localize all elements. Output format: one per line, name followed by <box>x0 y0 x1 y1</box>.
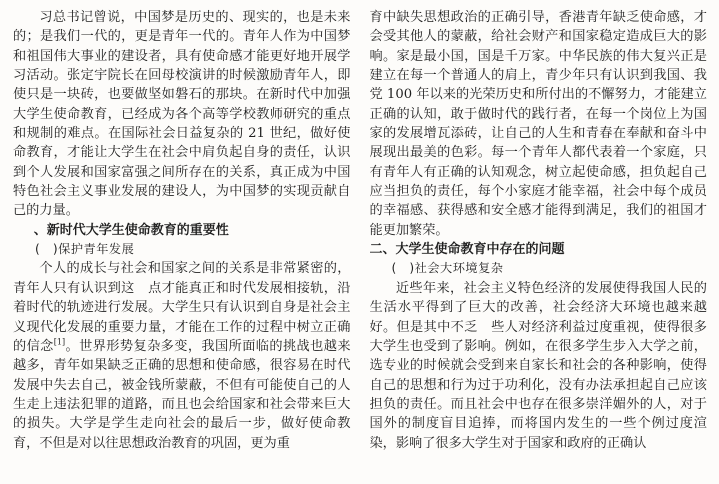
body-paragraph-1-text-b: 。世界形势复杂多变，我国所面临的挑战也越来越多，青年如果缺乏正确的思想和使命感，很容易在时代发展中失去自己，被金钱所蒙蔽，不但有可能使自己的人生走上违法犯罪的道路，而且也会给国家和社会带来巨大的损失。大学是学生走向社会的最后一步，做好使命教育，不但是对以往思想政治教育的巩固，更为重 <box>13 338 351 451</box>
section-heading-2: 二、大学生使命教育中存在的问题 <box>369 242 565 258</box>
section-heading-1: 、新时代大学生使命教育的重要性 <box>33 222 229 238</box>
continued-paragraph: 育中缺失思想政治的正确引导，香港青年缺乏使命感，才会受其他人的蒙蔽，给社会财产和国家稳定造成巨大的影响。家是最小国，国是千万家。中华民族的伟大复兴正是建立在每一个普通人的肩上，青少年只有认识到我国、我党 100 年以来的光荣历史和所付出的不懈努力，才能建立正确的认知，敢于做时代的践行者，在每一个岗位上为国家的发展增瓦添砖，让自己的人生和青春在奉献和奋斗中展现出最美的色彩。每一个青年人都代表着一个家庭，只有青年人有正确的认知观念，树立起使命感，担负起自己应当担负的责任，每个小家庭才能幸福，社会中每个成员的幸福感、获得感和安全感才能得到满足，我们的祖国才能更加繁荣。 <box>369 10 707 238</box>
left-column <box>13 8 351 484</box>
body-paragraph-1-text-a: 个人的成长与社会和国家之间的关系是非常紧密的，青年人只有认识到这 点才能真正和时代发展相接轨，沿着时代的轨迹进行发展。大学生只有认识到自身是社会主义现代化发展的重要力量，才能在工作的过程中树立正确的信念 <box>13 261 351 354</box>
right-column <box>370 8 708 484</box>
subsection-heading-1: ( )保护青年发展 <box>34 242 135 257</box>
intro-paragraph: 习总书记曾说，中国梦是历史的、现实的，也是未来的；是我们一代的，更是青年一代的。青年人作为中国梦和祖国伟大事业的建设者，具有使命感才能更好地开展学习活动。张定宇院长在回母校演讲的时候激励青年人，即使只是一块砖，也要做坚如磐石的那块。在新时代中加强大学生使命教育，已经成为各个高等学校教师研究的重点和规制的难点。在国际社会日益复杂的 21 世纪，做好使命教育，才能让大学生在社会中肩负起自身的责任，认识到个人发展和国家富强之间所存在的关系，真正成为中国特色社会主义事业发展的建设人，为中国梦的实现贡献自己的力量。 <box>13 10 351 219</box>
citation-ref: [1] <box>53 337 66 347</box>
body-paragraph-1 <box>13 259 351 452</box>
body-paragraph-2: 近些年来，社会主义特色经济的发展使得我国人民的生活水平得到了巨大的改善，社会经济大环境也越来越好。但是其中不乏 些人对经济利益过度重视，使得很多大学生也受到了影响。例如，在很多学生步入大学之前，选专业的时候就会受到来自家长和社会的各种影响，使得自己的思想和行为过于功利化，没有办法承担起自己应该担负的责任。而且社会中也存在很多崇洋媚外的人，对于国外的制度盲目追捧，而将国内发生的一些个例过度渲染，影响了很多大学生对于国家和政府的正确认 <box>369 280 707 451</box>
subsection-heading-2: ( )社会大环境复杂 <box>391 261 504 276</box>
